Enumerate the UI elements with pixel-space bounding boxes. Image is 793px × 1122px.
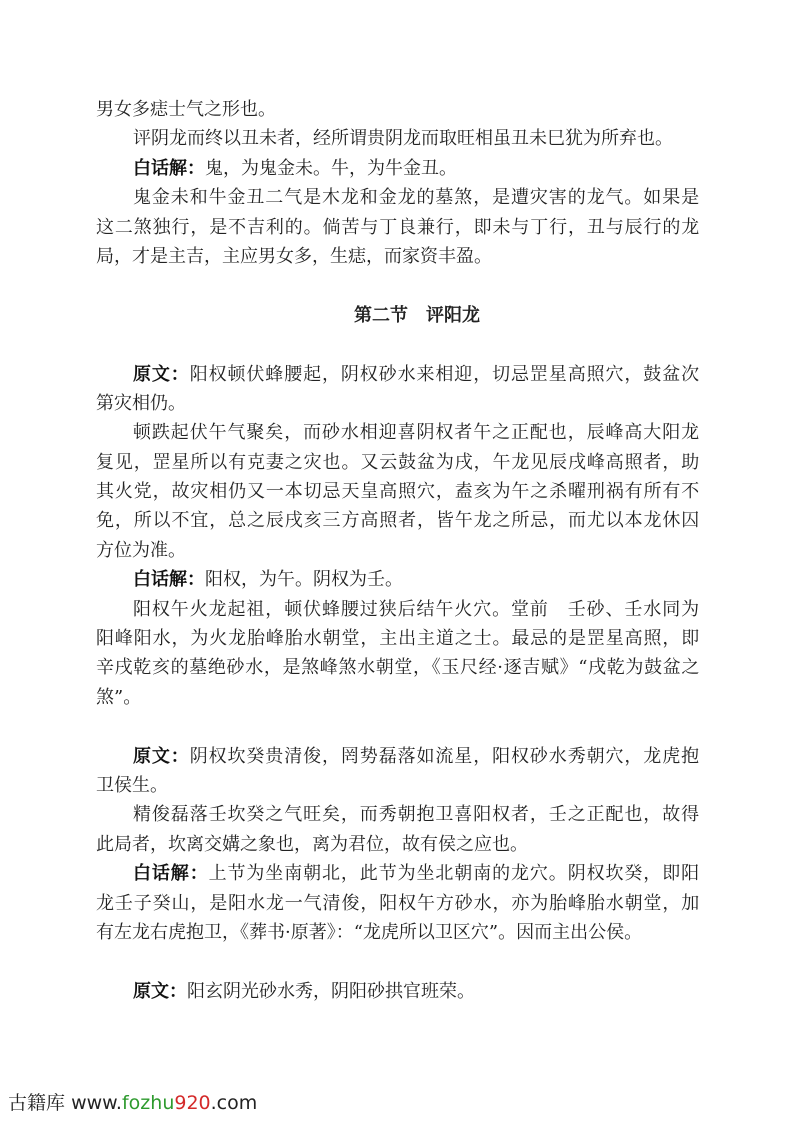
line-text: 阳权顿伏蜂腰起，阴权砂水来相迎，切忌罡星高照穴，鼓盆次 bbox=[189, 363, 701, 385]
text-line bbox=[96, 242, 700, 271]
text-line bbox=[96, 389, 700, 418]
line-content bbox=[96, 99, 276, 120]
text-line bbox=[96, 800, 700, 829]
line-content bbox=[133, 804, 700, 825]
line-text: 卫侯生。 bbox=[96, 774, 168, 796]
line-content bbox=[96, 775, 168, 796]
line-text: 鬼金未和牛金丑二气是木龙和金龙的墓煞，是遭灾害的龙气。如果是 bbox=[133, 187, 700, 209]
document-body bbox=[96, 95, 700, 1006]
line-content bbox=[133, 863, 700, 884]
line-text: 阴权坎癸贵清俊，罔势磊落如流星，阳权砂水秀朝穴，龙虎抱 bbox=[189, 745, 701, 767]
line-text: 阳玄阴光砂水秀，阴阳砂拱官班荣。 bbox=[187, 980, 475, 1002]
line-content bbox=[96, 510, 700, 531]
line-text: 煞”。 bbox=[96, 686, 142, 708]
text-line bbox=[96, 477, 700, 506]
text-line bbox=[96, 418, 700, 447]
line-content bbox=[96, 481, 700, 502]
line-text: 第灾相仍。 bbox=[96, 392, 186, 414]
site-name: 古籍库 bbox=[8, 1092, 66, 1114]
section-title: 评阳龙 bbox=[426, 304, 480, 326]
line-content bbox=[133, 746, 700, 767]
line-text: 阳峰阳水，为火龙胎峰胎水朝堂，主出主道之士。最忌的是罡星高照，即 bbox=[96, 628, 701, 650]
label-prefix: 原文： bbox=[133, 980, 187, 1002]
line-text: 男女多痣士气之形也。 bbox=[96, 99, 276, 120]
line-text: 有左龙右虎抱卫，《葬书·原著》：“龙虎所以卫区穴”。因而主出公侯。 bbox=[96, 921, 643, 943]
url-brand: fozhu bbox=[121, 1092, 175, 1114]
line-content bbox=[96, 628, 700, 649]
line-text: 这二煞独行，是不吉利的。倘苦与丁良兼行，即未与丁行，丑与辰行的龙 bbox=[96, 216, 701, 238]
text-line bbox=[96, 771, 700, 800]
text-line bbox=[96, 536, 700, 565]
text-line bbox=[96, 154, 700, 183]
text-line bbox=[96, 124, 700, 153]
line-content bbox=[133, 364, 700, 385]
line-text: 鬼，为鬼金未。牛，为牛金丑。 bbox=[205, 157, 457, 179]
line-content bbox=[96, 687, 141, 708]
line-content bbox=[96, 657, 700, 678]
text-line bbox=[96, 183, 700, 212]
text-line bbox=[96, 624, 700, 653]
line-content bbox=[96, 893, 700, 914]
line-content bbox=[133, 599, 700, 620]
text-line bbox=[96, 918, 700, 947]
text-line bbox=[96, 565, 700, 594]
line-text: 上节为坐南朝北，此节为坐北朝南的龙穴。阴权坎癸，即阳 bbox=[208, 863, 701, 885]
text-line bbox=[96, 360, 700, 389]
text-line bbox=[96, 977, 700, 1006]
site-watermark bbox=[8, 1088, 257, 1115]
text-line bbox=[96, 859, 700, 888]
text-line bbox=[96, 742, 700, 771]
text-line bbox=[96, 213, 700, 242]
label-prefix: 白话解： bbox=[133, 157, 205, 179]
line-content bbox=[133, 158, 457, 179]
line-text: 评阴龙而终以丑未者，经所谓贵阴龙而取旺相虽丑未巳犹为所弃也。 bbox=[133, 128, 673, 150]
line-text: 辛戌乾亥的墓绝砂水，是煞峰煞水朝堂，《玉尺经·逐吉赋》“戌乾为鼓盆之 bbox=[96, 657, 701, 679]
url-suffix: .com bbox=[210, 1092, 258, 1114]
line-content bbox=[96, 834, 528, 855]
text-line bbox=[96, 830, 700, 859]
url-number: 920 bbox=[174, 1092, 211, 1114]
line-text: 其火党，故灾相仍又一本切忌天皇高照穴，盍亥为午之杀曜刑祸有所有不 bbox=[96, 481, 701, 503]
line-content bbox=[96, 246, 492, 267]
line-text: 免，所以不宜，总之辰戌亥三方高照者，皆午龙之所忌，而尤以本龙休囚 bbox=[96, 510, 701, 532]
text-line bbox=[96, 683, 700, 712]
line-text: 阳权午火龙起祖，顿伏蜂腰过狭后结午火穴。堂前 壬砂、壬水同为 bbox=[133, 598, 700, 620]
text-line bbox=[96, 95, 700, 124]
line-content bbox=[133, 981, 475, 1002]
line-text: 方位为准。 bbox=[96, 539, 186, 561]
line-text: 精俊磊落壬坎癸之气旺矣，而秀朝抱卫喜阳权者，壬之正配也，故得 bbox=[133, 804, 700, 826]
line-text: 龙壬子癸山，是阳水龙一气清俊，阳权午方砂水，亦为胎峰胎水朝堂，加 bbox=[96, 892, 701, 914]
text-line bbox=[96, 595, 700, 624]
url-prefix: www. bbox=[71, 1092, 122, 1114]
line-content bbox=[96, 217, 700, 238]
label-prefix: 白话解： bbox=[133, 863, 209, 885]
line-text: 阳权，为午。阴权为壬。 bbox=[205, 569, 403, 591]
line-content bbox=[133, 187, 700, 208]
line-content bbox=[96, 452, 700, 473]
line-content bbox=[133, 422, 700, 443]
text-line bbox=[96, 506, 700, 535]
line-content bbox=[96, 540, 186, 561]
line-content bbox=[96, 922, 642, 943]
blank-line bbox=[96, 712, 700, 741]
blank-line bbox=[96, 330, 700, 359]
line-text: 顿跌起伏午气聚矣，而砂水相迎喜阴权者午之正配也，辰峰高大阳龙 bbox=[133, 422, 700, 444]
section-heading bbox=[96, 301, 700, 330]
text-line bbox=[96, 653, 700, 682]
line-content bbox=[96, 393, 186, 414]
text-line bbox=[96, 448, 700, 477]
label-prefix: 原文： bbox=[133, 363, 190, 385]
line-text: 复见，罡星所以有克妻之灾也。又云鼓盆为戌，午龙见辰戌峰高照者，助 bbox=[96, 451, 701, 473]
blank-line bbox=[96, 947, 700, 976]
line-content bbox=[133, 569, 403, 590]
section-number: 第二节 bbox=[354, 304, 408, 326]
line-content bbox=[133, 128, 673, 149]
line-text: 此局者，坎离交媾之象也，离为君位，故有侯之应也。 bbox=[96, 833, 528, 855]
line-text: 局，才是主吉，主应男女多，生痣，而家资丰盈。 bbox=[96, 245, 492, 267]
label-prefix: 白话解： bbox=[133, 569, 205, 591]
blank-line bbox=[96, 271, 700, 300]
text-line bbox=[96, 889, 700, 918]
label-prefix: 原文： bbox=[133, 745, 190, 767]
